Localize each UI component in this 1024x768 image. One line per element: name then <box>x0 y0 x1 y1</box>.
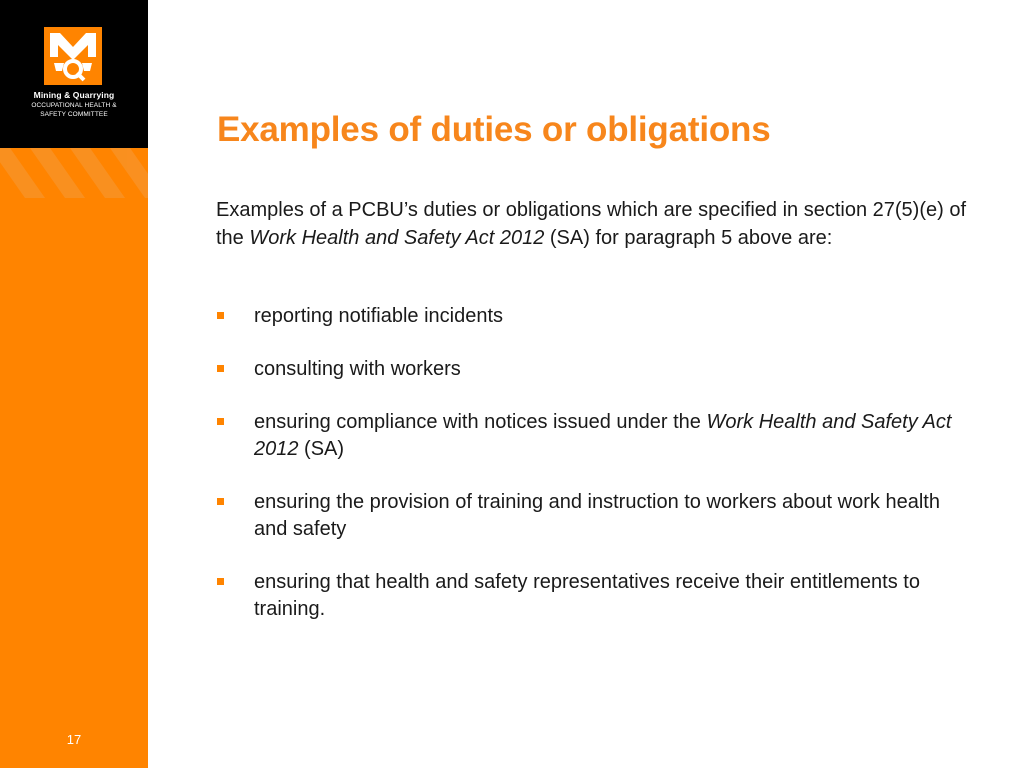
intro-paragraph <box>216 196 976 252</box>
page-number: 17 <box>66 732 82 747</box>
act-title: Work Health and Safety Act 2012 <box>249 227 545 249</box>
intro-text: Examples of a PCBU’s duties or obligations which are specified in section 27(5)(e) of the <box>216 199 966 249</box>
bullet-square-icon <box>217 418 224 425</box>
page-title: Examples of duties or obligations <box>217 110 771 149</box>
list-item-text: consulting with workers <box>254 358 461 380</box>
logo-subtitle-1: OCCUPATIONAL HEALTH & <box>31 102 117 109</box>
list-item <box>216 489 976 543</box>
list-item <box>216 356 976 383</box>
logo-name: Mining & Quarrying <box>33 90 115 100</box>
decorative-stripes <box>0 148 148 198</box>
list-item-text: ensuring that health and safety representatives receive their entitlements to training. <box>254 571 920 620</box>
logo-subtitle-2: SAFETY COMMITTEE <box>40 111 108 118</box>
list-item <box>216 303 976 330</box>
list-item-text-end: (SA) <box>298 438 345 460</box>
duties-list <box>216 303 976 649</box>
list-item-text: reporting notifiable incidents <box>254 305 504 327</box>
bullet-square-icon <box>217 578 224 585</box>
list-item-text: ensuring compliance with notices issued under the <box>254 411 707 433</box>
list-item <box>216 409 976 463</box>
act-title: Work Health and Safety Act 2012 <box>254 411 952 460</box>
logo <box>0 0 148 148</box>
bullet-square-icon <box>217 498 224 505</box>
bullet-square-icon <box>217 365 224 372</box>
mq-logo-icon <box>44 27 102 85</box>
intro-text-end: (SA) for paragraph 5 above are: <box>544 227 833 249</box>
list-item-text: ensuring the provision of training and instruction to workers about work health and safety <box>254 491 940 540</box>
list-item <box>216 569 976 623</box>
sidebar-band <box>0 0 148 768</box>
bullet-square-icon <box>217 312 224 319</box>
